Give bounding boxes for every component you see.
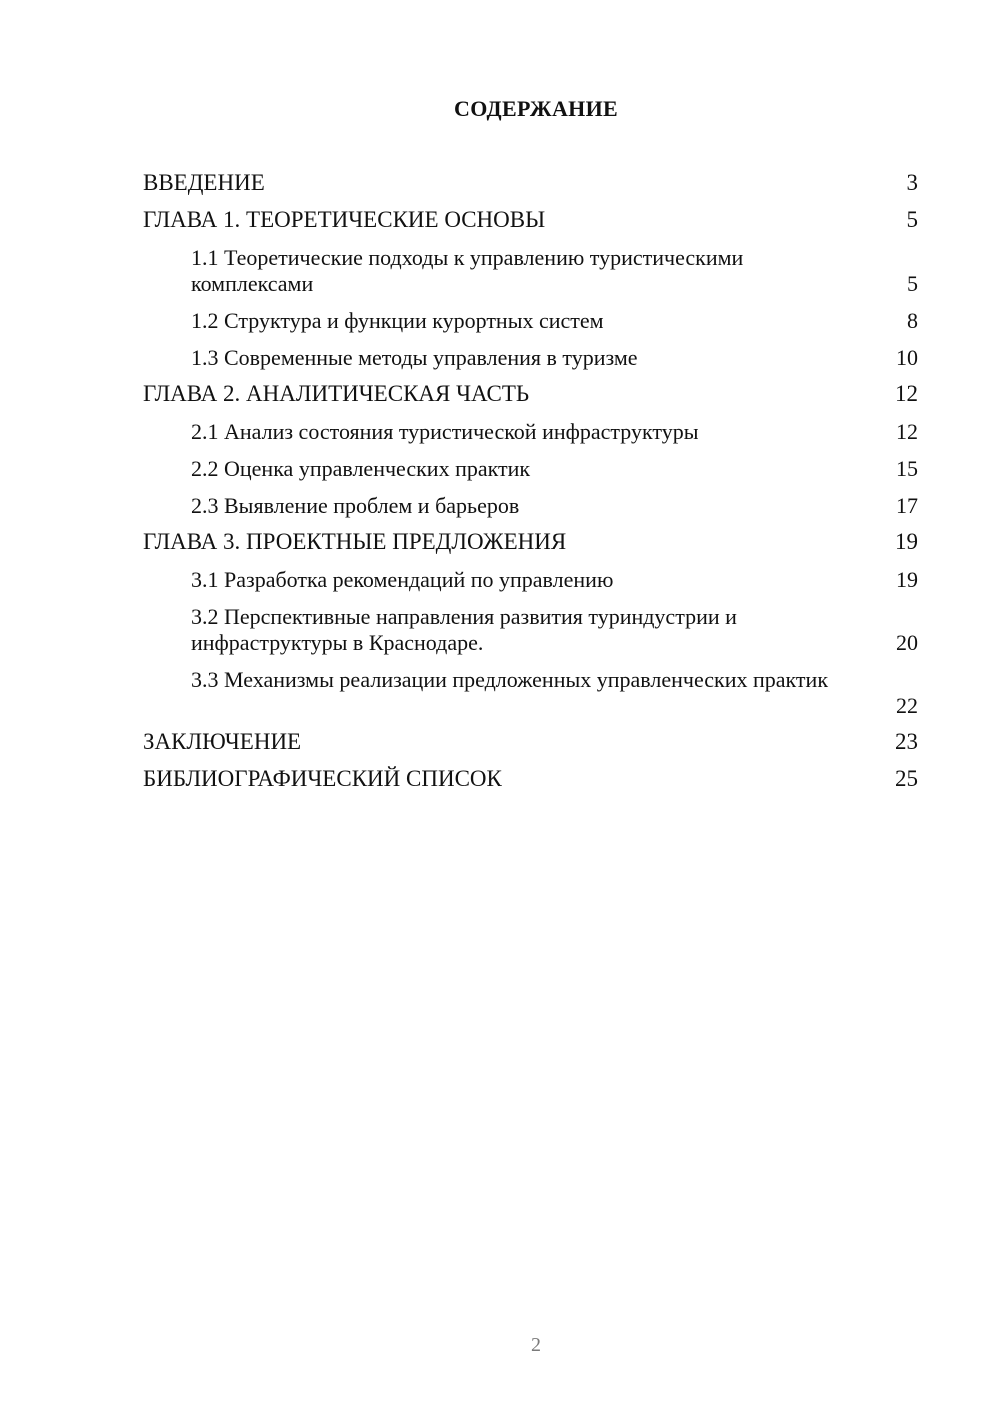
toc-entry[interactable] [143,168,918,205]
toc-entry-page: 22 [896,693,918,718]
toc-entry-page: 12 [896,419,918,444]
toc-subentry[interactable] [143,342,918,379]
toc-entry[interactable] [143,527,918,564]
toc-entry-text: 2.1 Анализ состояния туристической инфраструктуры [191,419,699,444]
toc-entry-text: 3.1 Разработка рекомендаций по управлению [191,567,614,592]
toc-entry-text: ВВЕДЕНИЕ [143,170,265,195]
toc-subentry[interactable] [143,564,918,601]
toc-entry[interactable] [143,205,918,242]
page-title: СОДЕРЖАНИЕ [454,96,618,121]
toc-entry-page: 10 [896,345,918,370]
toc-entry-page: 17 [896,493,918,518]
toc-entry-text: ГЛАВА 2. АНАЛИТИЧЕСКАЯ ЧАСТЬ [143,381,530,406]
toc-subentry[interactable] [143,601,918,664]
toc-entry-page: 3 [906,170,918,195]
toc-entry-page: 19 [896,567,918,592]
toc-entry-page: 19 [895,529,918,554]
toc-subentry[interactable] [143,453,918,490]
toc-entry-text: 1.1 Теоретические подходы к управлению туристическими комплексами [191,245,744,296]
toc-subentry[interactable] [143,305,918,342]
toc-entry-text: ЗАКЛЮЧЕНИЕ [143,729,302,754]
toc-entry-text: 2.2 Оценка управленческих практик [191,456,531,481]
toc-subentry[interactable] [143,664,918,727]
toc-subentry[interactable] [143,242,918,305]
toc-entry-text: 3.2 Перспективные направления развития туриндустрии и инфраструктуры в Краснодаре. [191,604,737,655]
toc-entry[interactable] [143,727,918,764]
toc-entry-text: 3.3 Механизмы реализации предложенных управленческих практик [191,667,829,692]
toc-entry[interactable] [143,764,918,801]
toc-entry-text: 1.2 Структура и функции курортных систем [191,308,604,333]
table-of-contents [143,168,918,801]
toc-subentry[interactable] [143,490,918,527]
toc-entry-page: 5 [907,271,918,296]
toc-entry-text: 1.3 Современные методы управления в туризме [191,345,638,370]
toc-entry-text: БИБЛИОГРАФИЧЕСКИЙ СПИСОК [143,766,502,791]
toc-entry-page: 15 [896,456,918,481]
toc-entry[interactable] [143,379,918,416]
toc-entry-page: 23 [895,729,918,754]
toc-entry-page: 25 [895,766,918,791]
toc-subentry[interactable] [143,416,918,453]
toc-entry-page: 5 [906,207,918,232]
toc-entry-page: 20 [896,630,918,655]
toc-entry-page: 12 [895,381,918,406]
toc-entry-text: ГЛАВА 1. ТЕОРЕТИЧЕСКИЕ ОСНОВЫ [143,207,546,232]
toc-entry-text: ГЛАВА 3. ПРОЕКТНЫЕ ПРЕДЛОЖЕНИЯ [143,529,567,554]
page-number: 2 [531,1334,541,1356]
toc-entry-page: 8 [907,308,918,333]
toc-entry-text: 2.3 Выявление проблем и барьеров [191,493,520,518]
